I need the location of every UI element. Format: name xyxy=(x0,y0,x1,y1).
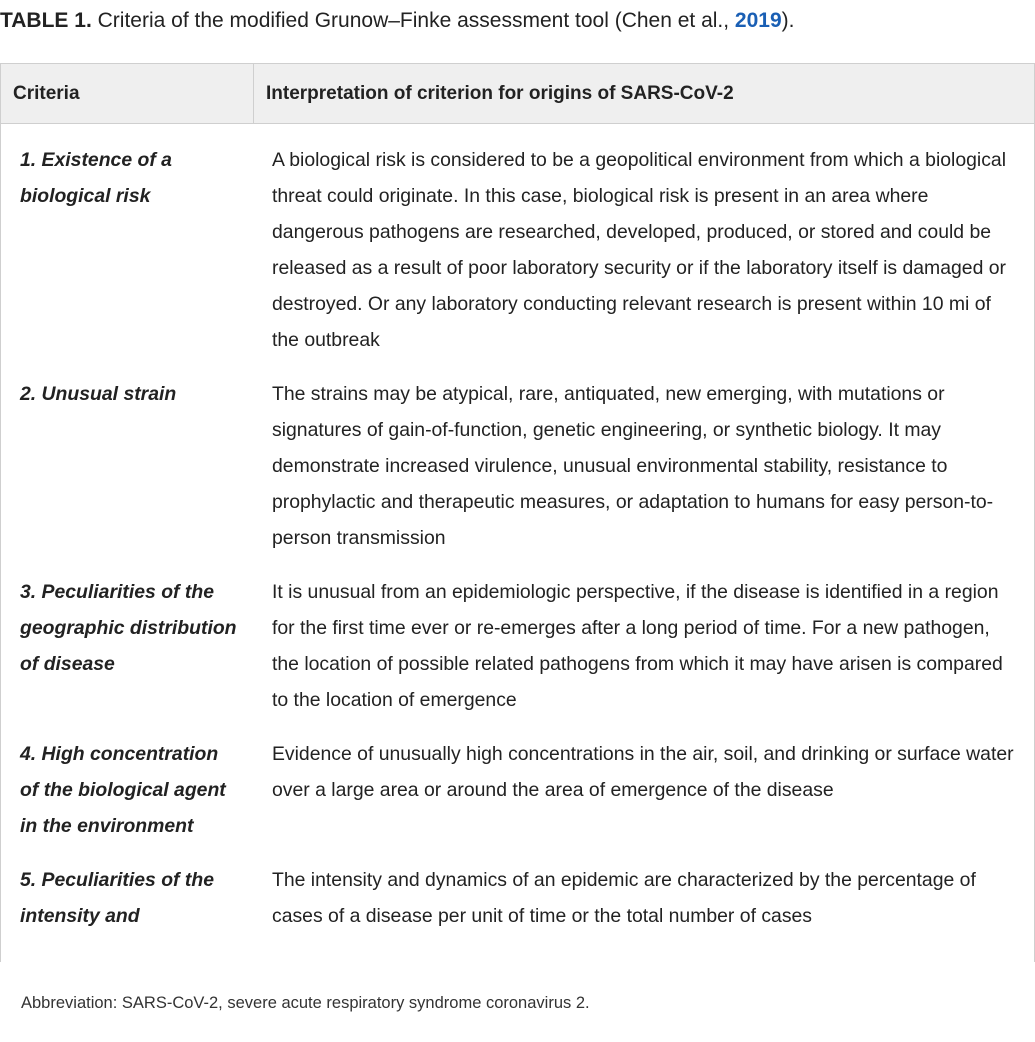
table-row xyxy=(1,736,1034,844)
table-header-row xyxy=(1,64,1034,124)
table-caption xyxy=(0,6,794,36)
caption-suffix: ). xyxy=(781,9,795,32)
table-row xyxy=(1,376,1034,556)
criteria-cell: 4. High concentration of the biological agent in the environment xyxy=(20,743,226,837)
interpretation-cell: The intensity and dynamics of an epidemic are characterized by the percentage of cases of a disease per unit of time or the total number of cases xyxy=(272,869,976,927)
table-row xyxy=(1,862,1034,934)
interpretation-cell: Evidence of unusually high concentrations in the air, soil, and drinking or surface water over a large area or around the area of emergence of the disease xyxy=(272,743,1014,801)
header-criteria: Criteria xyxy=(1,64,254,123)
table-label: TABLE 1. xyxy=(0,9,92,32)
interpretation-cell: It is unusual from an epidemiologic perspective, if the disease is identified in a region for the first time ever or re-emerges after a long period of time. For a new pathogen, the location of possible related pathogens from which it may have arisen is compared to the location of emergence xyxy=(272,581,1003,711)
criteria-cell: 3. Peculiarities of the geographic distribution of disease xyxy=(20,581,237,675)
table-row xyxy=(1,574,1034,718)
criteria-cell: 2. Unusual strain xyxy=(20,383,177,405)
caption-text: Criteria of the modified Grunow–Finke assessment tool (Chen et al., xyxy=(91,9,735,32)
citation-link[interactable]: 2019 xyxy=(734,9,782,32)
header-interpretation: Interpretation of criterion for origins of SARS-CoV-2 xyxy=(266,83,734,104)
table-row xyxy=(1,142,1034,358)
criteria-cell: 1. Existence of a biological risk xyxy=(20,149,172,207)
table-body xyxy=(1,124,1034,934)
interpretation-cell: A biological risk is considered to be a geopolitical environment from which a biological threat could originate. In this case, biological risk is present in an area where dangerous pathogens are researched, developed, produced, or stored and could be released as a result of poor laboratory security or if the laboratory itself is damaged or destroyed. Or any laboratory conducting relevant research is present within 10 mi of the outbreak xyxy=(272,149,1007,351)
criteria-cell: 5. Peculiarities of the intensity and xyxy=(20,869,214,927)
criteria-table xyxy=(0,63,1035,962)
table-footnote: Abbreviation: SARS-CoV-2, severe acute respiratory syndrome coronavirus 2. xyxy=(21,994,590,1012)
interpretation-cell: The strains may be atypical, rare, antiquated, new emerging, with mutations or signatures of gain-of-function, genetic engineering, or synthetic biology. It may demonstrate increased virulence, unusual environmental stability, resistance to prophylactic and therapeutic measures, or adaptation to humans for easy person-to-person transmission xyxy=(272,383,994,549)
